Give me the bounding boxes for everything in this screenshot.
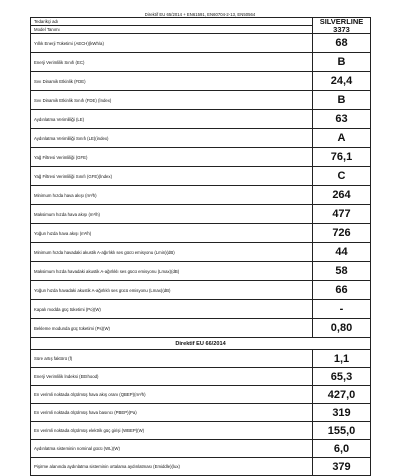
spec-label: Maksimum hızda havadaki akustik A-ağırlıklı ses gücü emisyonu (Lmax)(dB) — [31, 262, 313, 281]
spec-label: Süre artış faktörü (f) — [31, 350, 313, 368]
spec-label: Yağ Filtresi Verimliliği Sınıfı (GFE)(İndex) — [31, 167, 313, 186]
supplier-value: SILVERLINE — [319, 17, 364, 26]
spec-label: Pişirme alanında aydınlatma sisteminin ortalama aydınlatması (Emiddle)(lux) — [31, 458, 313, 476]
spec-label: Minimum hızda havadaki akustik A-ağırlıklı ses gücü emisyonu (Lmin)(dB) — [31, 243, 313, 262]
spec-value: 65,3 — [313, 368, 371, 386]
spec-value: 24,4 — [313, 72, 371, 91]
supplier-row — [31, 18, 371, 26]
spec-value: 427,0 — [313, 386, 371, 404]
spec-value: 6,0 — [313, 440, 371, 458]
spec-label: Yağ Filtresi Verimliliği (GFE) — [31, 148, 313, 167]
spec-label: Yoğun hızda havadaki akustik A-ağırlıklı ses gücü emisyonu (Lmax)(dB) — [31, 281, 313, 300]
spec-label: Aydınlatma Verimliliği (LE) — [31, 110, 313, 129]
spec-value: 379 — [313, 458, 371, 476]
spec-label: Yoğun hızda hava akışı (m³/h) — [31, 224, 313, 243]
section-row — [31, 338, 371, 350]
spec-row — [31, 148, 371, 167]
spec-row — [31, 205, 371, 224]
spec-row — [31, 53, 371, 72]
spec-value: B — [313, 91, 371, 110]
spec-value: 477 — [313, 205, 371, 224]
spec-row — [31, 129, 371, 148]
model-value: 3373 — [333, 24, 350, 34]
spec-label: Maksimum hızda hava akışı (m³/h) — [31, 205, 313, 224]
spec-value: 1,1 — [313, 350, 371, 368]
spec-value: 726 — [313, 224, 371, 243]
spec-value: A — [313, 129, 371, 148]
section-title-eu66: Direktif EU 66/2014 — [31, 338, 371, 350]
spec-row — [31, 440, 371, 458]
spec-row — [31, 386, 371, 404]
spec-label: Sıvı Dinamik Etkinlik (FDE) — [31, 72, 313, 91]
spec-value: 0,80 — [313, 319, 371, 338]
spec-value: 68 — [313, 34, 371, 53]
spec-label: Kapalı modda güç tüketimi (Po)(W) — [31, 300, 313, 319]
spec-row — [31, 243, 371, 262]
supplier-label: Tedarikçi adı — [31, 18, 313, 26]
spec-label: En verimli noktada ölçülmüş hava akış oranı (QBEP)(m³/h) — [31, 386, 313, 404]
spec-row — [31, 319, 371, 338]
spec-value: 63 — [313, 110, 371, 129]
spec-label: Aydınlatma sisteminin nominal gücü (WL)(W) — [31, 440, 313, 458]
spec-row — [31, 300, 371, 319]
spec-row — [31, 422, 371, 440]
spec-label: Enerji Verimlilik İndeksi (EEIhood) — [31, 368, 313, 386]
spec-value: 44 — [313, 243, 371, 262]
spec-row — [31, 34, 371, 53]
spec-row — [31, 224, 371, 243]
spec-row — [31, 110, 371, 129]
model-label: Model Tanımı — [31, 26, 313, 34]
spec-label: Minimum hızda hava akışı (m³/h) — [31, 186, 313, 205]
spec-row — [31, 281, 371, 300]
spec-label: En verimli noktada ölçülmüş elektrik güç girişi (WBEP)(W) — [31, 422, 313, 440]
spec-value: 264 — [313, 186, 371, 205]
spec-value: - — [313, 300, 371, 319]
spec-value: 319 — [313, 404, 371, 422]
spec-row — [31, 404, 371, 422]
brand-model-cell — [313, 18, 371, 34]
spec-row — [31, 262, 371, 281]
spec-value: 76,1 — [313, 148, 371, 167]
spec-row — [31, 368, 371, 386]
spec-value: B — [313, 53, 371, 72]
spec-row — [31, 72, 371, 91]
spec-label: En verimli noktada ölçülmüş hava basıncı (PBEP)(Pa) — [31, 404, 313, 422]
spec-table — [30, 17, 371, 476]
spec-row — [31, 350, 371, 368]
spec-label: Aydınlatma Verimliliği Sınıfı (LE)(index) — [31, 129, 313, 148]
spec-row — [31, 167, 371, 186]
spec-value: 58 — [313, 262, 371, 281]
spec-value: C — [313, 167, 371, 186]
spec-label: Sıvı Dinamik Etkinlik Sınıfı (FDE) (İndex) — [31, 91, 313, 110]
spec-row — [31, 458, 371, 476]
spec-row — [31, 186, 371, 205]
spec-label: Enerji Verimlilik Sınıfı (EC) — [31, 53, 313, 72]
spec-label: Bekleme modunda güç tüketimi (Ps)(W) — [31, 319, 313, 338]
spec-row — [31, 91, 371, 110]
spec-value: 66 — [313, 281, 371, 300]
spec-value: 155,0 — [313, 422, 371, 440]
spec-label: Yıllık Enerji Tüketimi (AECH)(kWh/a) — [31, 34, 313, 53]
directive-header: Direktif EU 65/2014 + EN61591, EN60704-2-13, EN50564 — [144, 12, 256, 17]
